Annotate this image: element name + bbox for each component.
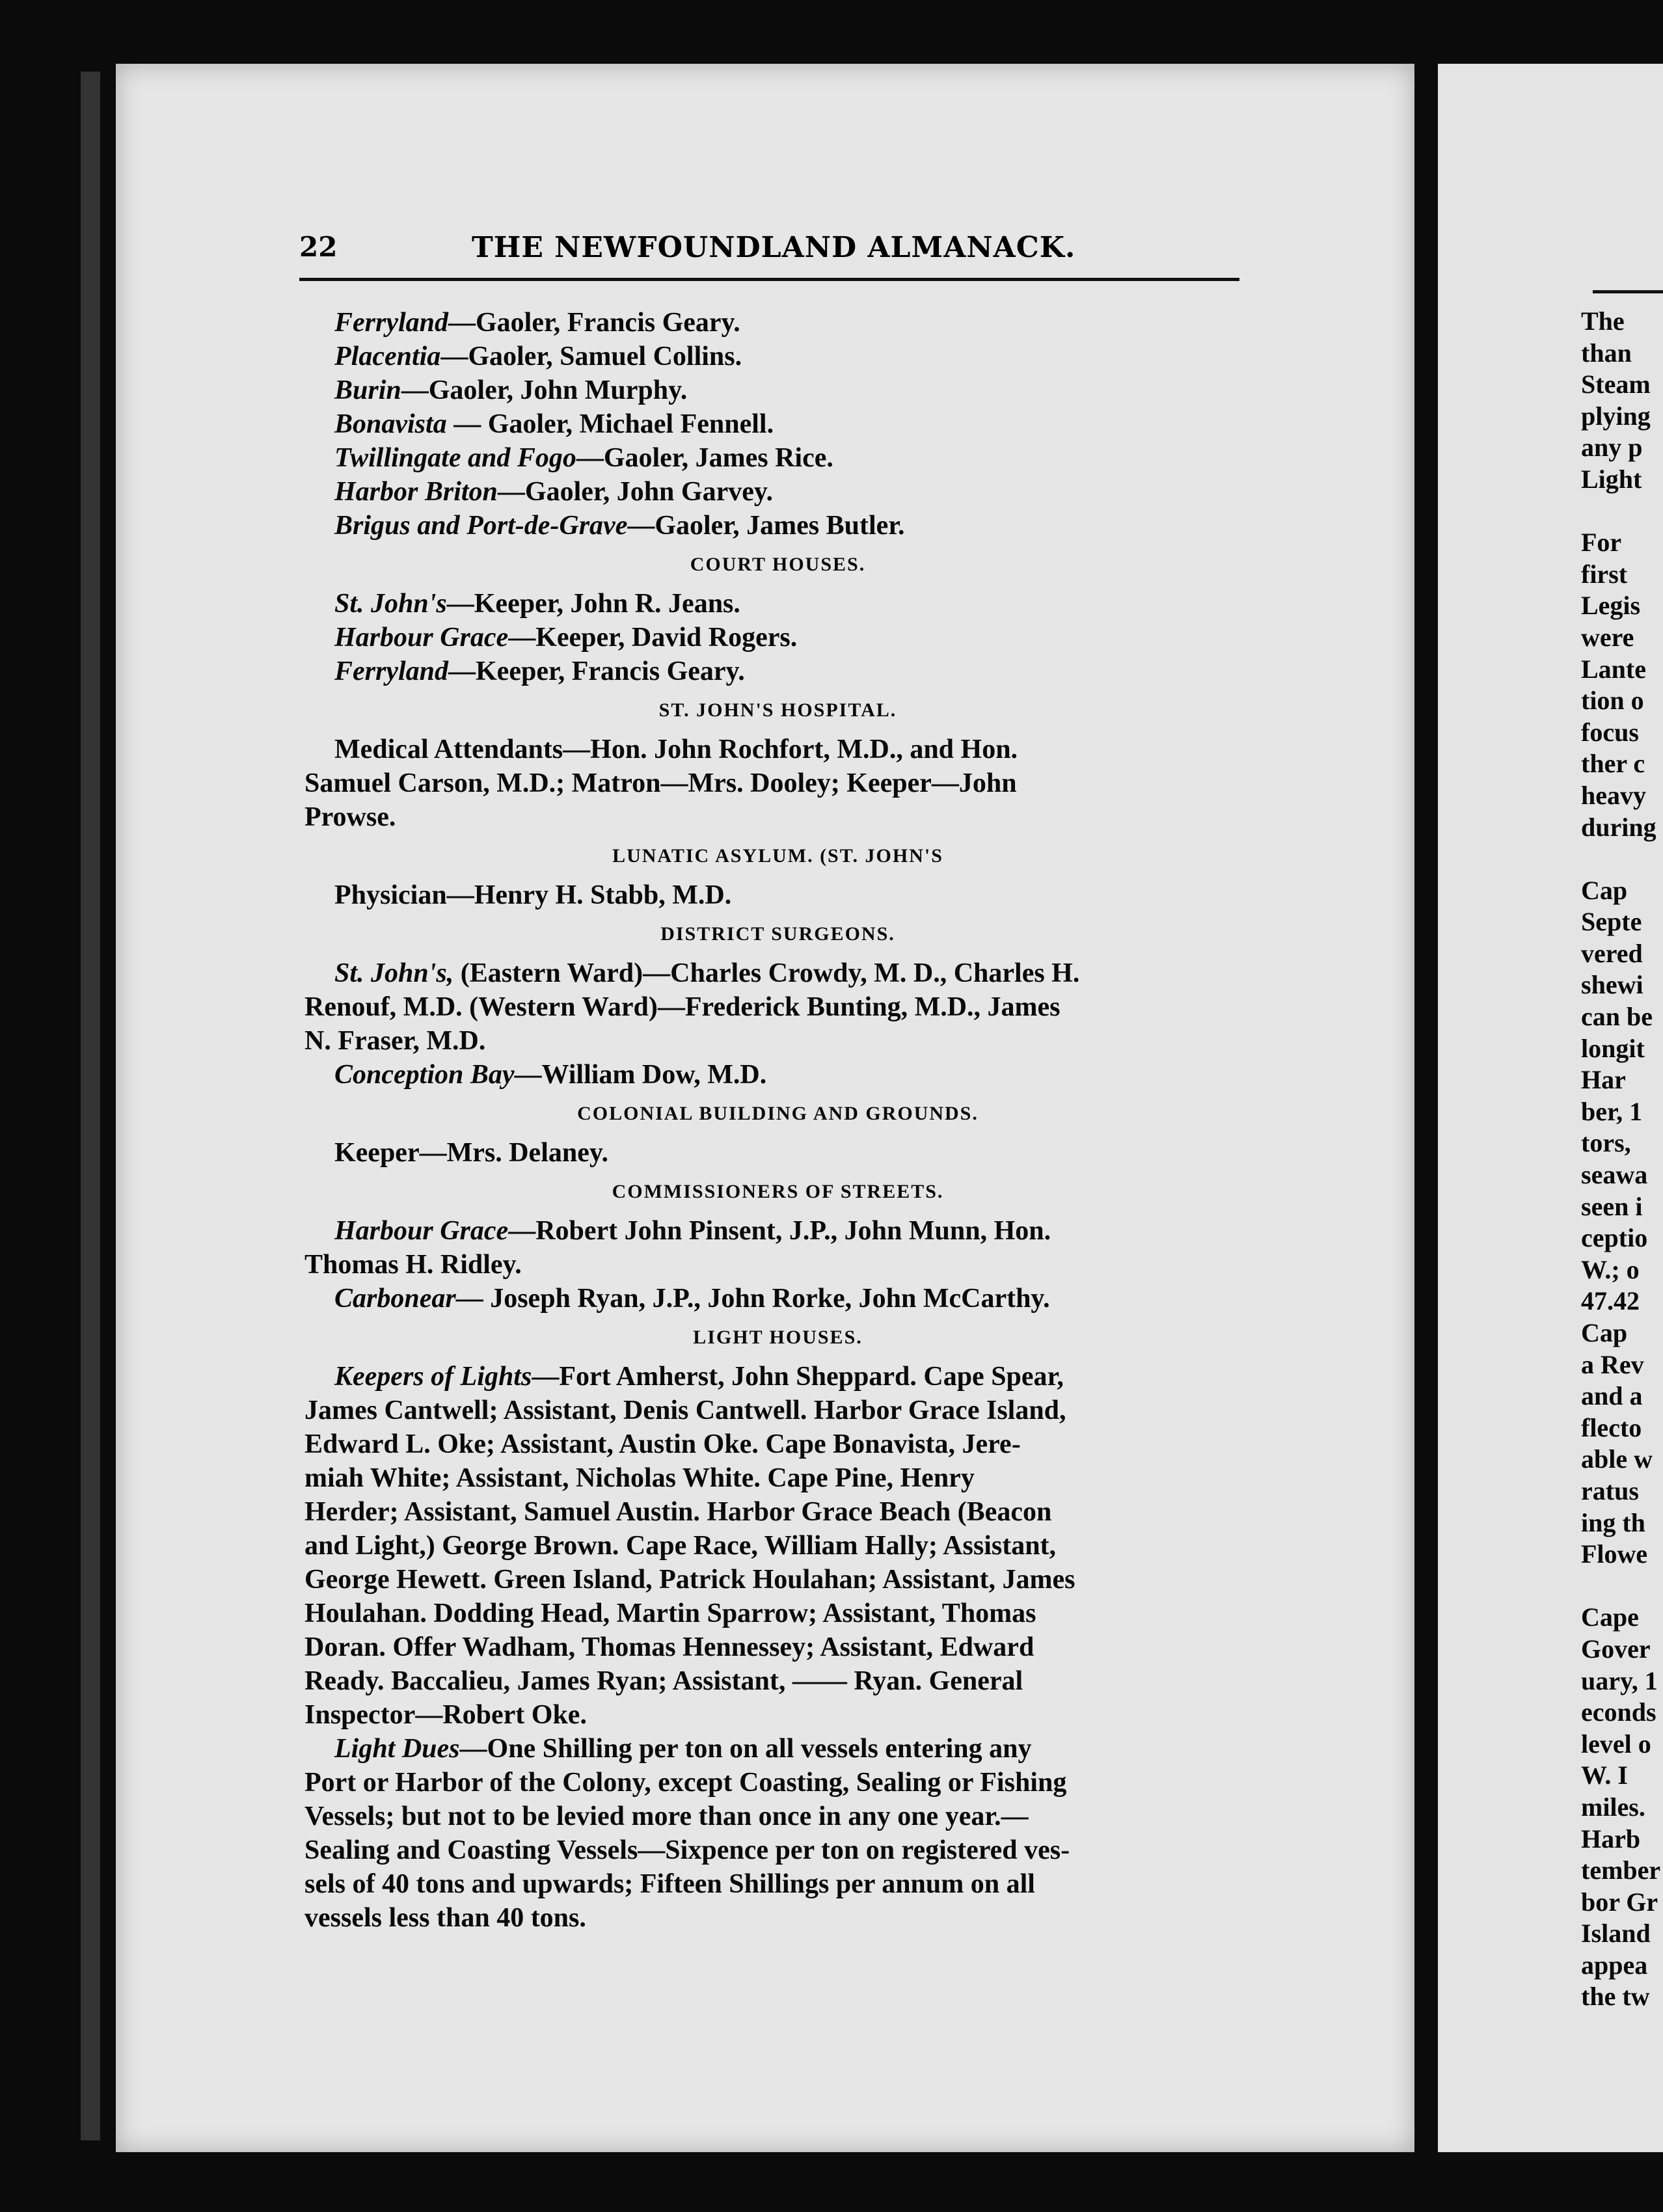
keeper-line: Ferryland—Keeper, Francis Geary. — [334, 656, 745, 686]
section-heading: ST. JOHN'S HOSPITAL. — [658, 699, 897, 721]
page-number: 22 — [299, 231, 338, 263]
page-body — [304, 306, 1251, 1935]
lights-line: Ready. Baccalieu, James Ryan; Assistant, —— Ryan. General — [304, 1666, 1023, 1696]
dues-line: Port or Harbor of the Colony, except Coasting, Sealing or Fishing — [304, 1768, 1067, 1798]
facing-page-fragment: ing th — [1581, 1507, 1645, 1537]
facing-page-fragment: level o — [1581, 1729, 1651, 1759]
hospital-line: Prowse. — [304, 802, 396, 832]
lights-line: and Light,) George Brown. Cape Race, William Hally; Assistant, — [304, 1531, 1057, 1561]
facing-page-fragment: ceptio — [1581, 1223, 1648, 1253]
keeper-line: St. John's—Keeper, John R. Jeans. — [334, 589, 740, 619]
place-name: Brigus and Port-de-Grave — [334, 511, 628, 541]
facing-page-fragment: able w — [1581, 1444, 1653, 1474]
section-heading: DISTRICT SURGEONS. — [660, 923, 895, 945]
section-heading: COURT HOUSES. — [690, 554, 866, 575]
lights-line: Keepers of Lights—Fort Amherst, John Sheppard. Cape Spear, — [334, 1362, 1064, 1392]
facing-page-fragment: Light — [1581, 464, 1642, 494]
facing-page-fragment: can be — [1581, 1002, 1653, 1032]
place-name: Placentia — [334, 342, 441, 371]
place-name: Twillingate and Fogo — [334, 443, 576, 473]
place-name: Burin — [334, 375, 401, 405]
hospital-line: Samuel Carson, M.D.; Matron—Mrs. Dooley; Keeper—John — [304, 768, 1017, 798]
gaoler-line: Brigus and Port-de-Grave—Gaoler, James Butler. — [334, 511, 905, 541]
facing-page-fragment — [1581, 1571, 1663, 1602]
section-heading: COMMISSIONERS OF STREETS. — [612, 1181, 944, 1202]
section-heading: LIGHT HOUSES. — [693, 1327, 863, 1348]
facing-page-fragment: the tw — [1581, 1982, 1650, 2012]
gaoler-line: Twillingate and Fogo—Gaoler, James Rice. — [334, 443, 833, 473]
facing-page-fragment: vered — [1581, 938, 1643, 968]
dues-line: Vessels; but not to be levied more than once in any one year.— — [304, 1801, 1029, 1831]
gaoler-line: Bonavista — Gaoler, Michael Fennell. — [334, 409, 774, 439]
facing-page-fragment: were — [1581, 622, 1634, 652]
lights-line: Inspector—Robert Oke. — [304, 1700, 587, 1730]
facing-page-fragment: focus — [1581, 717, 1639, 747]
facing-page-fragment: longit — [1581, 1033, 1645, 1063]
dues-line: Light Dues—One Shilling per ton on all vessels entering any — [334, 1734, 1032, 1764]
facing-page-fragment: miles. — [1581, 1792, 1645, 1822]
asylum-line: Physician—Henry H. Stabb, M.D. — [334, 880, 732, 910]
facing-page-fragment: The — [1581, 306, 1625, 336]
facing-page-fragment: Cap — [1581, 1318, 1628, 1347]
facing-page-fragment — [1581, 496, 1663, 528]
facing-page-fragment: Legis — [1581, 591, 1641, 621]
facing-page-fragment: econds — [1581, 1697, 1656, 1727]
facing-page-fragment: tors, — [1581, 1128, 1631, 1158]
facing-page-fragment: Har — [1581, 1065, 1626, 1095]
place-name: Bonavista — [334, 409, 447, 439]
facing-page-rule — [1593, 290, 1663, 293]
gaoler-line: Ferryland—Gaoler, Francis Geary. — [334, 308, 740, 338]
surgeon-line: St. John's, (Eastern Ward)—Charles Crowdy, M. D., Charles H. — [334, 958, 1080, 988]
lights-line: Edward L. Oke; Assistant, Austin Oke. Cape Bonavista, Jere- — [304, 1429, 1021, 1459]
colonial-keeper-line: Keeper—Mrs. Delaney. — [334, 1138, 609, 1168]
gaoler-line: Harbor Briton—Gaoler, John Garvey. — [334, 477, 774, 507]
facing-page-fragment: Lante — [1581, 654, 1646, 684]
facing-page-fragment: W. I — [1581, 1760, 1628, 1790]
facing-page-fragment: any p — [1581, 433, 1643, 463]
place-name: Ferryland — [334, 308, 449, 338]
book-spine-shadow — [81, 72, 100, 2140]
facing-page-fragment: appea — [1581, 1950, 1648, 1980]
facing-page-fragment: tember — [1581, 1855, 1661, 1885]
dues-line: Sealing and Coasting Vessels—Sixpence per ton on registered ves- — [304, 1835, 1070, 1865]
facing-page-fragment: Cap — [1581, 875, 1628, 905]
section-heading: LUNATIC ASYLUM. (ST. JOHN'S — [612, 845, 943, 867]
surgeon-line: N. Fraser, M.D. — [304, 1026, 486, 1056]
facing-page-fragment: Harb — [1581, 1824, 1641, 1854]
facing-page-fragment: For — [1581, 528, 1622, 558]
facing-page-fragment: Cape — [1581, 1602, 1639, 1632]
facing-page-fragment: 47.42 — [1581, 1286, 1640, 1316]
facing-page-text — [1581, 306, 1663, 2013]
running-title: THE NEWFOUNDLAND ALMANACK. — [472, 231, 1076, 264]
facing-page-fragment: ber, 1 — [1581, 1096, 1643, 1126]
facing-page-fragment: uary, 1 — [1581, 1666, 1658, 1695]
streets-line: Harbour Grace—Robert John Pinsent, J.P., John Munn, Hon. — [334, 1216, 1051, 1246]
facing-page-fragment: and a — [1581, 1381, 1643, 1411]
streets-line: Carbonear— Joseph Ryan, J.P., John Rorke, John McCarthy. — [334, 1284, 1050, 1314]
facing-page-fragment: bor Gr — [1581, 1887, 1658, 1917]
facing-page-fragment: Gover — [1581, 1634, 1651, 1664]
surgeon-line: Conception Bay—William Dow, M.D. — [334, 1060, 767, 1090]
lights-line: Doran. Offer Wadham, Thomas Hennessey; Assistant, Edward — [304, 1632, 1034, 1662]
facing-page-fragment: seawa — [1581, 1160, 1648, 1190]
facing-page-fragment: ther c — [1581, 749, 1645, 779]
surgeon-line: Renouf, M.D. (Western Ward)—Frederick Bunting, M.D., James — [304, 992, 1061, 1022]
lights-line: George Hewett. Green Island, Patrick Houlahan; Assistant, James — [304, 1565, 1075, 1595]
facing-page-fragment: W.; o — [1581, 1254, 1640, 1284]
facing-page-fragment: Septe — [1581, 907, 1642, 937]
keeper-line: Harbour Grace—Keeper, David Rogers. — [334, 623, 798, 653]
facing-page-fragment — [1581, 843, 1663, 875]
facing-page-fragment: heavy — [1581, 780, 1646, 810]
place-name: Harbor Briton — [334, 477, 498, 507]
facing-page-fragment: first — [1581, 559, 1628, 589]
lights-line: miah White; Assistant, Nicholas White. Cape Pine, Henry — [304, 1463, 975, 1493]
section-heading: COLONIAL BUILDING AND GROUNDS. — [577, 1103, 979, 1124]
facing-page-fragment: than — [1581, 338, 1632, 368]
gaoler-line: Placentia—Gaoler, Samuel Collins. — [334, 342, 742, 371]
facing-page-fragment: shewi — [1581, 970, 1643, 1000]
facing-page-fragment: flecto — [1581, 1412, 1642, 1442]
page-header — [299, 231, 1239, 276]
hospital-line: Medical Attendants—Hon. John Rochfort, M.D., and Hon. — [334, 735, 1018, 764]
lights-line: Herder; Assistant, Samuel Austin. Harbor Grace Beach (Beacon — [304, 1497, 1052, 1527]
lights-line: Houlahan. Dodding Head, Martin Sparrow; Assistant, Thomas — [304, 1598, 1036, 1628]
facing-page-fragment: tion o — [1581, 686, 1644, 716]
facing-page-fragment: ratus — [1581, 1476, 1639, 1505]
facing-page-fragment: plying — [1581, 401, 1651, 431]
streets-line: Thomas H. Ridley. — [304, 1250, 522, 1280]
facing-page-fragment: during — [1581, 812, 1656, 842]
dues-line: vessels less than 40 tons. — [304, 1903, 586, 1933]
gaoler-line: Burin—Gaoler, John Murphy. — [334, 375, 688, 405]
facing-page-fragment: seen i — [1581, 1191, 1643, 1221]
header-rule — [299, 278, 1239, 281]
facing-page-fragment: a Rev — [1581, 1349, 1644, 1379]
facing-page-fragment: Island — [1581, 1919, 1651, 1949]
dues-line: sels of 40 tons and upwards; Fifteen Shillings per annum on all — [304, 1869, 1035, 1899]
lights-line: James Cantwell; Assistant, Denis Cantwell. Harbor Grace Island, — [304, 1396, 1066, 1425]
facing-page-fragment: Steam — [1581, 370, 1651, 399]
facing-page-fragment: Flowe — [1581, 1539, 1648, 1569]
